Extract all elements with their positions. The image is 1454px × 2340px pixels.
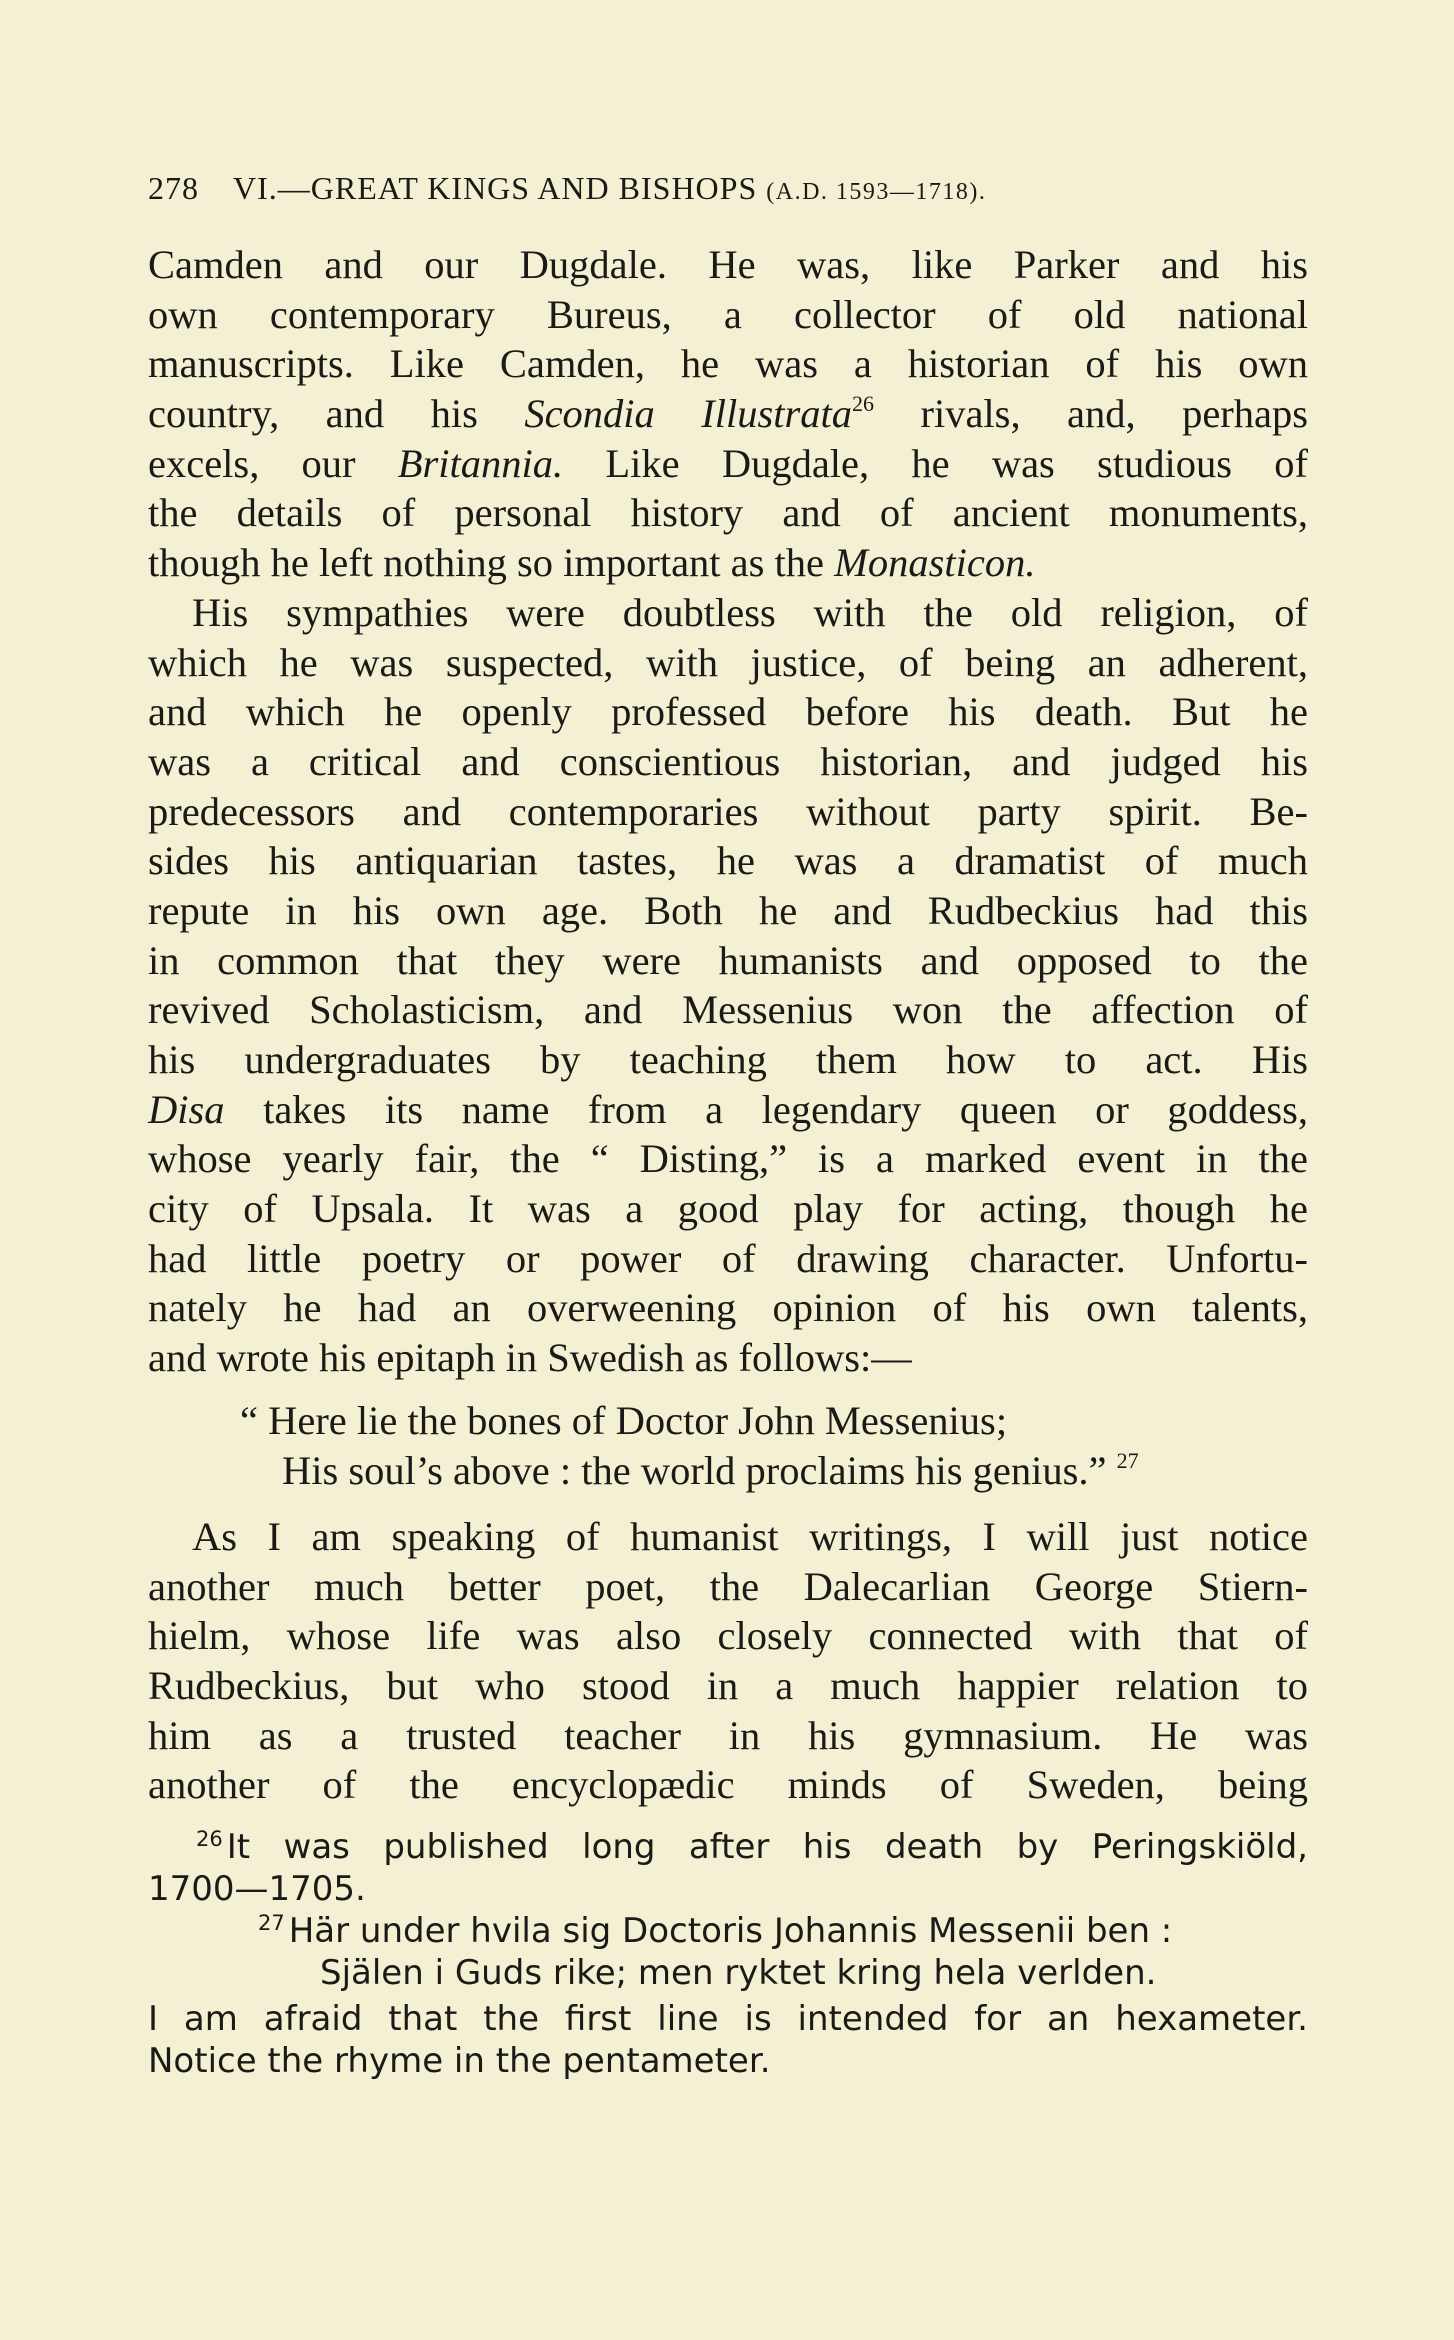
footnote-comment: I am afraid that the first line is intended for an hexameter. <box>148 1999 1308 2039</box>
footnote-26-cont: 1700—1705. <box>148 1869 366 1909</box>
text-line: manuscripts. Like Camden, he was a historian of his own <box>148 341 1308 387</box>
text-line: another of the encyclopædic minds of Sweden, being <box>148 1762 1308 1808</box>
italic-title: Britannia. <box>397 440 564 486</box>
text-line: hielm, whose life was also closely connected with that of <box>148 1613 1308 1659</box>
text-line: His sympathies were doubtless with the old religion, of <box>192 589 1308 635</box>
italic-title: Monasticon. <box>834 540 1036 586</box>
footnotes <box>148 1826 1308 2082</box>
main-text-continued <box>148 1512 1308 1810</box>
verse-line: His soul’s above : the world proclaims his genius.” $^{27}$ <box>282 1448 1139 1493</box>
text-line: own contemporary Bureus, a collector of old national <box>148 291 1308 337</box>
text-line: Rudbeckius, but who stood in a much happier relation to <box>148 1663 1308 1709</box>
text-line: the details of personal history and of ancient monuments, <box>148 490 1308 536</box>
text-line: sides his antiquarian tastes, he was a dramatist of much <box>148 838 1308 884</box>
text-line: Disa takes its name from a legendary queen or goddess, <box>148 1086 1308 1132</box>
running-title: VI.—GREAT KINGS AND BISHOPS <box>233 170 758 206</box>
text-line: repute in his own age. Both he and Rudbeckius had this <box>148 887 1308 933</box>
page-number: 278 <box>148 170 199 206</box>
italic-title: Disa <box>148 1086 225 1132</box>
footnote-marker: 26 <box>196 1827 223 1851</box>
text-line: in common that they were humanists and opposed to the <box>148 937 1308 983</box>
italic-title: Scondia Illustrata <box>524 391 853 437</box>
text-line: whose yearly fair, the “ Disting,” is a marked event in the <box>148 1136 1308 1182</box>
verse-line: “ Here lie the bones of Doctor John Messenius; <box>240 1398 1008 1443</box>
footnote-26: $^{26}$ It was published long after his death by Peringskiöld, <box>196 1827 1308 1867</box>
text-line: had little poetry or power of drawing character. Unfortu- <box>148 1235 1308 1281</box>
text-line: As I am speaking of humanist writings, I will just notice <box>192 1514 1308 1559</box>
text-line: his undergraduates by teaching them how to act. His <box>148 1037 1308 1082</box>
date-range: (A.D. 1593—1718). <box>766 179 987 205</box>
text-line: city of Upsala. It was a good play for acting, though he <box>148 1186 1308 1232</box>
text-line: country, and his Scondia Illustrata$^{26}$ rivals, and, perhaps <box>148 391 1309 437</box>
text-line: nately he had an overweening opinion of his own talents, <box>148 1285 1308 1331</box>
main-text <box>148 240 1308 1383</box>
text-line: was a critical and conscientious historian, and judged his <box>148 738 1308 784</box>
epitaph-verse <box>240 1396 1310 1496</box>
text-line: predecessors and contemporaries without party spirit. Be- <box>148 788 1308 834</box>
footnote-comment: Notice the rhyme in the pentameter. <box>148 2041 771 2081</box>
text-line: another much better poet, the Dalecarlian George Stiern- <box>148 1563 1308 1609</box>
footnote-ref: 26 <box>852 391 875 417</box>
running-head <box>148 170 1308 207</box>
text-line: which he was suspected, with justice, of being an adherent, <box>148 639 1308 685</box>
text-line: and which he openly professed before his death. But he <box>148 689 1308 735</box>
footnote-27-cont: Själen i Guds rike; men ryktet kring hela verlden. <box>320 1953 1157 1993</box>
text-line: though he left nothing so important as the Monasticon. <box>148 540 1036 586</box>
footnote-ref: 27 <box>1116 1448 1139 1473</box>
text-line: Camden and our Dugdale. He was, like Parker and his <box>148 242 1308 287</box>
footnote-marker: 27 <box>258 1911 285 1935</box>
text-line: excels, our Britannia. Like Dugdale, he was studious of <box>148 440 1309 486</box>
text-line: and wrote his epitaph in Swedish as follows:— <box>148 1335 912 1381</box>
text-line: him as a trusted teacher in his gymnasium. He was <box>148 1712 1308 1758</box>
text-line: revived Scholasticism, and Messenius won the affection of <box>148 987 1308 1033</box>
footnote-27: $^{27}$ Här under hvila sig Doctoris Johannis Messenii ben : <box>258 1911 1173 1951</box>
